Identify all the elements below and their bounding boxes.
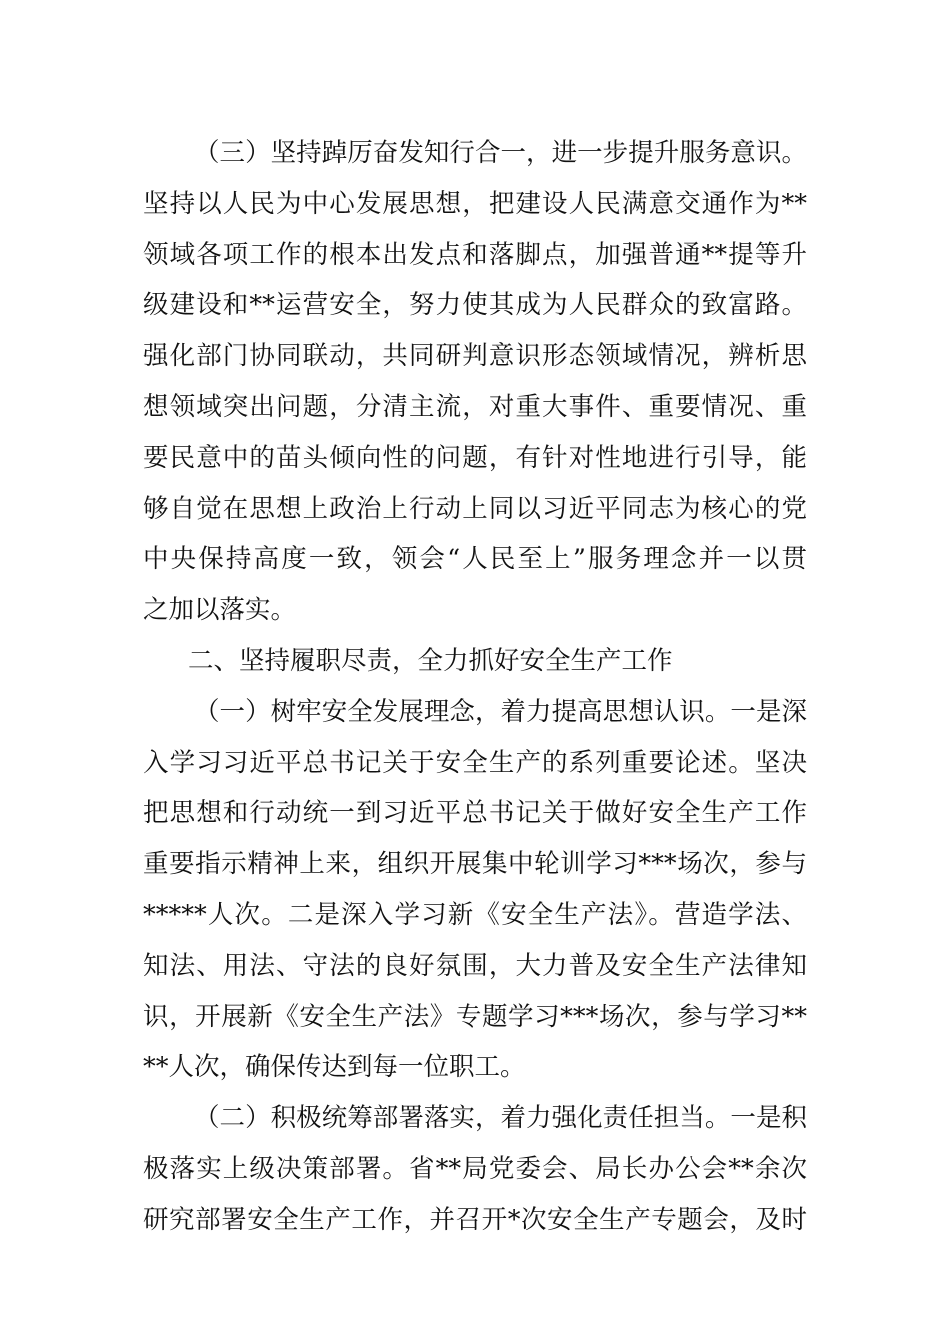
text-line: 极落实上级决策部署。省**局党委会、局长办公会**余次 (143, 1153, 807, 1184)
document-body (143, 128, 807, 1246)
text-line: 够自觉在思想上政治上行动上同以习近平同志为核心的党 (143, 493, 807, 524)
paragraph-heading-2: （二）积极统筹部署落实，着力强化责任担当。一是积 (194, 1103, 807, 1134)
text-line: 强化部门协同联动，共同研判意识形态领域情况，辨析思 (143, 341, 807, 372)
text-line: 想领域突出问题，分清主流，对重大事件、重要情况、重 (143, 391, 807, 422)
text-line: 要民意中的苗头倾向性的问题，有针对性地进行引导，能 (143, 442, 807, 473)
section-heading-2: 二、坚持履职尽责，全力抓好安全生产工作 (188, 645, 673, 676)
text-line: **人次，确保传达到每一位职工。 (143, 1052, 526, 1083)
text-line: 级建设和**运营安全，努力使其成为人民群众的致富路。 (143, 290, 807, 321)
text-line: 知法、用法、守法的良好氛围，大力普及安全生产法律知 (143, 950, 807, 981)
text-line: 入学习习近平总书记关于安全生产的系列重要论述。坚决 (143, 747, 807, 778)
text-line: 把思想和行动统一到习近平总书记关于做好安全生产工作 (143, 798, 807, 829)
paragraph-heading-3: （三）坚持踔厉奋发知行合一，进一步提升服务意识。 (194, 138, 807, 168)
text-line: 研究部署安全生产工作，并召开*次安全生产专题会，及时 (143, 1204, 807, 1235)
text-line: *****人次。二是深入学习新《安全生产法》。营造学法、 (143, 899, 807, 930)
text-line: 中央保持高度一致，领会“人民至上”服务理念并一以贯 (143, 544, 807, 575)
text-line: 重要指示精神上来，组织开展集中轮训学习***场次，参与 (143, 849, 807, 880)
text-line: 之加以落实。 (143, 595, 297, 626)
text-line: 坚持以人民为中心发展思想，把建设人民满意交通作为** (143, 188, 807, 219)
paragraph-heading-1: （一）树牢安全发展理念，着力提高思想认识。一是深 (194, 696, 807, 727)
text-line: 识，开展新《安全生产法》专题学习***场次，参与学习** (143, 1001, 807, 1032)
text-line: 领域各项工作的根本出发点和落脚点，加强普通**提等升 (143, 239, 807, 270)
